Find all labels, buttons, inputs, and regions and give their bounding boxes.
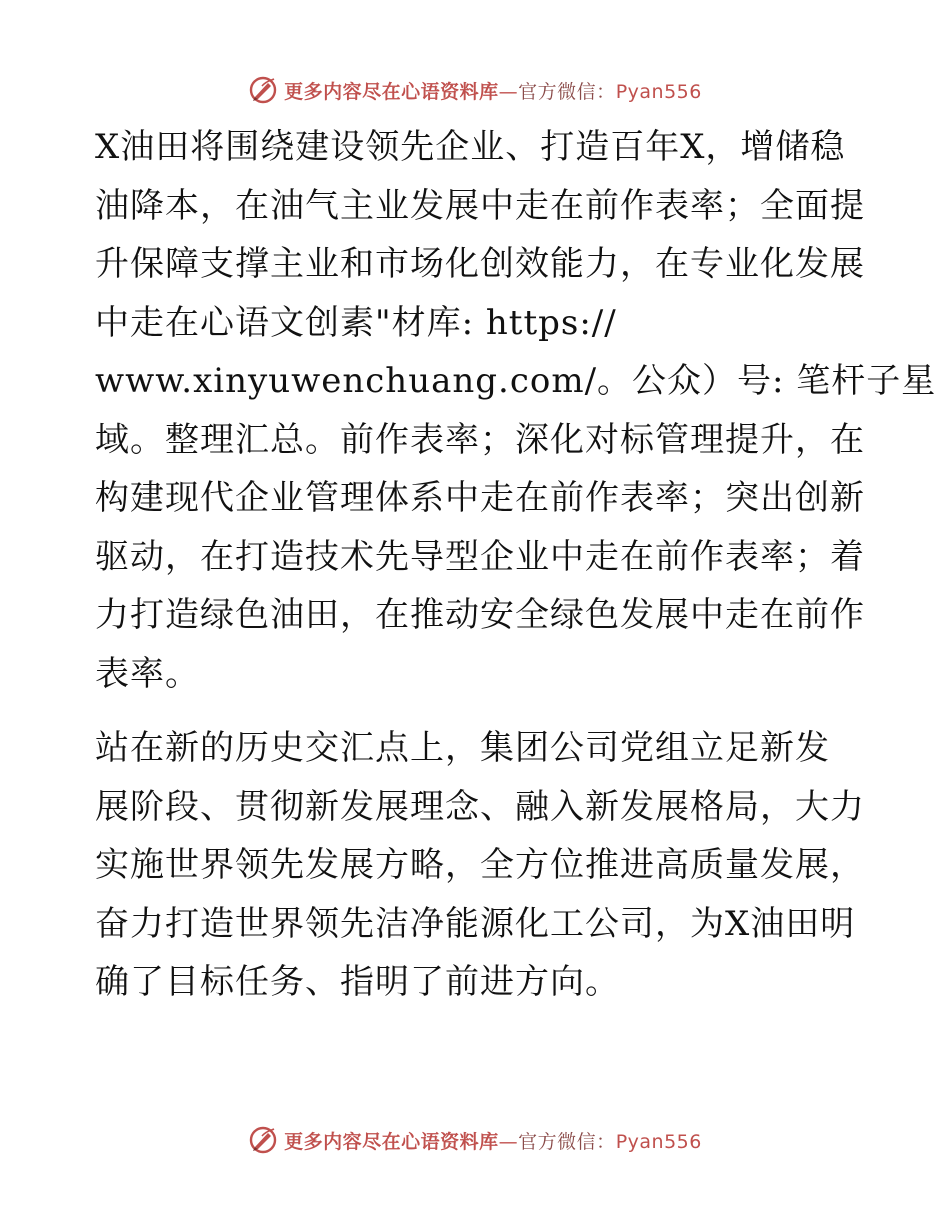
- banner-text: [284, 1127, 702, 1154]
- text-line: 奋力打造世界领先洁净能源化工公司，为X油田明: [95, 903, 856, 944]
- text-line: 升保障支撑主业和市场化创效能力，在专业化发展: [95, 244, 865, 284]
- banner-official-label: 官方微信：: [518, 1130, 616, 1153]
- text-line: X油田将围绕建设领先企业、打造百年X，增储稳: [95, 127, 846, 167]
- quill-pen-logo-icon: [248, 1125, 278, 1155]
- paragraph-1: [95, 118, 937, 703]
- footer-banner: [0, 1120, 950, 1160]
- banner-official-label: 官方微信：: [518, 80, 616, 103]
- text-line: 中走在心语文创素"材库: https://: [95, 302, 617, 343]
- text-line: 力打造绿色油田，在推动安全绿色发展中走在前作: [95, 595, 865, 635]
- text-line: 确了目标任务、指明了前进方向。: [95, 962, 620, 1002]
- text-line: 构建现代企业管理体系中走在前作表率；突出创新: [95, 478, 865, 518]
- banner-dash: —: [498, 80, 519, 103]
- banner-brand: 更多内容尽在心语资料库: [284, 1130, 499, 1153]
- text-line: 域。整理汇总。前作表率；深化对标管理提升，在: [95, 419, 865, 460]
- quill-pen-logo-icon: [248, 75, 278, 105]
- banner-wechat-handle: Pyan556: [615, 80, 702, 103]
- banner-wechat-handle: Pyan556: [615, 1130, 702, 1153]
- paragraph-2: [95, 719, 865, 1012]
- text-line: 实施世界领先发展方略，全方位推进高质量发展，: [95, 845, 865, 885]
- text-line: 站在新的历史交汇点上，集团公司党组立足新发: [95, 728, 830, 768]
- text-line: 表率。: [95, 653, 200, 694]
- banner-dash: —: [498, 1130, 519, 1153]
- paragraph-spacer: [95, 703, 855, 719]
- banner-brand: 更多内容尽在心语资料库: [284, 80, 499, 103]
- text-line: 展阶段、贯彻新发展理念、融入新发展格局，大力: [95, 786, 865, 827]
- header-banner: [0, 70, 950, 110]
- text-line: 驱动，在打造技术先导型企业中走在前作表率；着: [95, 536, 865, 577]
- document-body: [95, 118, 937, 1012]
- banner-text: [284, 77, 702, 104]
- text-line: 油降本，在油气主业发展中走在前作表率；全面提: [95, 185, 865, 226]
- text-line: www.xinyuwenchuang.com/。公众）号: 笔杆子星: [95, 361, 937, 401]
